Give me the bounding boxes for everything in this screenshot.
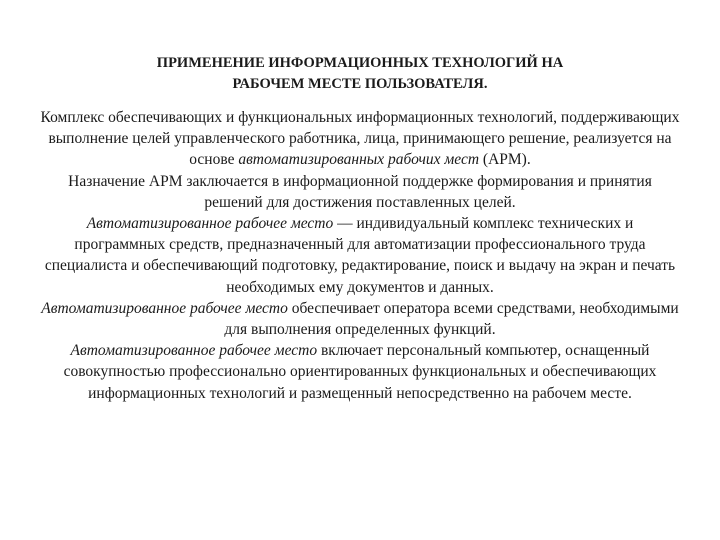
title-line-2: РАБОЧЕМ МЕСТЕ ПОЛЬЗОВАТЕЛЯ. — [232, 76, 488, 92]
paragraph-purpose-text: Назначение АРМ заключается в информационной поддержке формирования и принятия решений для достижения поставленных целей. — [68, 172, 652, 211]
paragraph-intro — [40, 107, 680, 171]
page-title — [60, 53, 660, 95]
paragraph-definition — [40, 213, 680, 298]
paragraph-definition-term: Автоматизированное рабочее место — [86, 215, 334, 233]
paragraph-purpose — [40, 171, 680, 213]
paragraph-intro-tail: (АРМ). — [479, 151, 531, 169]
title-line-1: ПРИМЕНЕНИЕ ИНФОРМАЦИОННЫХ ТЕХНОЛОГИЙ НА — [156, 55, 564, 71]
paragraph-composition-term: Автоматизированное рабочее место — [70, 342, 318, 360]
paragraph-operator-text: обеспечивает оператора всеми средствами, необходимыми для выполнения определенных функций. — [224, 299, 679, 339]
paragraph-composition-text: включает персональный компьютер, оснащенный совокупностью профессионально ориентированных функциональных и обеспечивающих информационных технологий и размещенный непосредственно на рабочем месте. — [63, 342, 657, 402]
paragraph-composition — [40, 340, 680, 404]
body-text — [40, 107, 680, 404]
paragraph-operator — [40, 298, 680, 340]
paragraph-intro-text: Комплекс обеспечивающих и функциональных информационных технологий, поддерживающих выполнение целей управленческого работника, лица, принимающего решение, реализуется на основе — [40, 109, 680, 169]
paragraph-intro-term: автоматизированных рабочих мест — [238, 151, 480, 169]
paragraph-operator-term: Автоматизированное рабочее место — [41, 299, 288, 317]
paragraph-definition-text: — индивидуальный комплекс технических и программных средств, предназначенный для автоматизации профессионального труда специалиста и обеспечивающий подготовку, редактирование, поиск и выдачу на экран и печать необходимых ему документов и данных. — [44, 215, 676, 296]
